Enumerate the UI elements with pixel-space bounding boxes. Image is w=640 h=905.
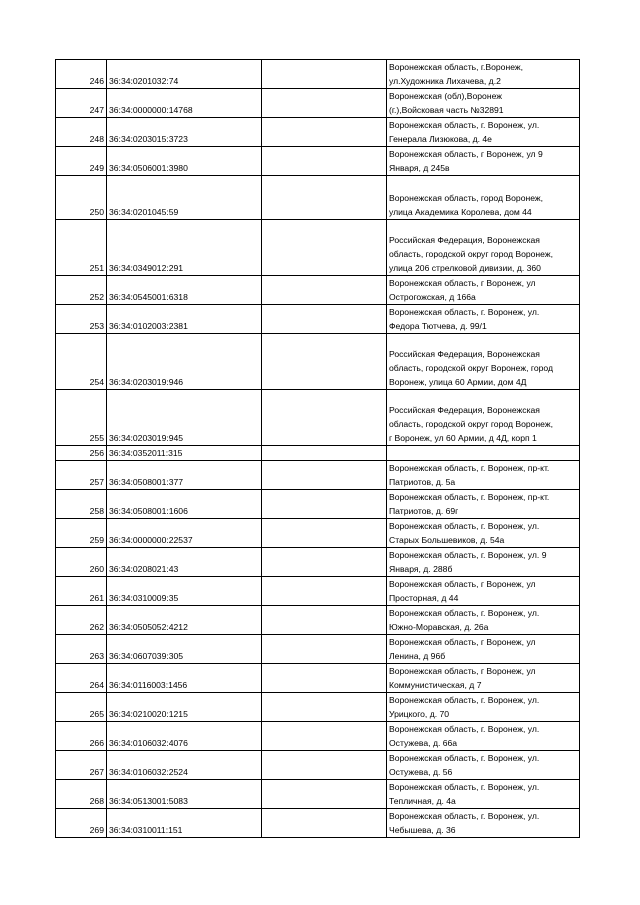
row-number: 257 bbox=[56, 461, 107, 490]
empty-cell bbox=[262, 461, 387, 490]
address-line: Воронежская область, г. Воронеж, ул. bbox=[389, 120, 540, 130]
cadastral-number: 36:34:0349012:291 bbox=[107, 220, 262, 276]
row-number: 267 bbox=[56, 751, 107, 780]
table-row bbox=[56, 147, 580, 176]
address-cell bbox=[387, 118, 580, 147]
cadastral-number: 36:34:0310011:151 bbox=[107, 809, 262, 838]
row-number: 260 bbox=[56, 548, 107, 577]
address-line: Патриотов, д. 69г bbox=[389, 506, 459, 516]
address-cell bbox=[387, 305, 580, 334]
empty-cell bbox=[262, 176, 387, 220]
address-cell bbox=[387, 147, 580, 176]
empty-cell bbox=[262, 577, 387, 606]
address-cell bbox=[387, 390, 580, 446]
address-line: Воронежская область, г.Воронеж, bbox=[389, 62, 524, 72]
address-cell bbox=[387, 664, 580, 693]
address-line: Воронежская область, г Воронеж, ул 9 bbox=[389, 149, 543, 159]
address-cell bbox=[387, 548, 580, 577]
row-number: 265 bbox=[56, 693, 107, 722]
address-line: область, городской округ город Воронеж, bbox=[389, 419, 553, 429]
address-line: Патриотов, д. 5а bbox=[389, 477, 456, 487]
address-line: Коммунистическая, д 7 bbox=[389, 680, 482, 690]
table-row bbox=[56, 635, 580, 664]
empty-cell bbox=[262, 490, 387, 519]
address-cell bbox=[387, 60, 580, 89]
address-line: Федора Тютчева, д. 99/1 bbox=[389, 321, 487, 331]
cadastral-number: 36:34:0116003:1456 bbox=[107, 664, 262, 693]
row-number: 251 bbox=[56, 220, 107, 276]
row-number: 255 bbox=[56, 390, 107, 446]
cadastral-number: 36:34:0203015:3723 bbox=[107, 118, 262, 147]
table-row bbox=[56, 276, 580, 305]
address-cell bbox=[387, 780, 580, 809]
address-line: Тепличная, д. 4а bbox=[389, 796, 456, 806]
address-line: Воронежская область, г. Воронеж, пр-кт. bbox=[389, 492, 550, 502]
cadastral-number: 36:34:0310009:35 bbox=[107, 577, 262, 606]
table-row bbox=[56, 305, 580, 334]
empty-cell bbox=[262, 548, 387, 577]
address-line: Воронежская область, г Воронеж, ул bbox=[389, 278, 536, 288]
table-row bbox=[56, 548, 580, 577]
table-row bbox=[56, 89, 580, 118]
table-row bbox=[56, 780, 580, 809]
row-number: 256 bbox=[56, 446, 107, 461]
address-line: Воронежская область, г. Воронеж, ул. bbox=[389, 782, 540, 792]
address-line: улица Академика Королева, дом 44 bbox=[389, 207, 532, 217]
address-line: Воронежская область, г Воронеж, ул bbox=[389, 579, 536, 589]
address-cell bbox=[387, 751, 580, 780]
row-number: 259 bbox=[56, 519, 107, 548]
address-line: улица 206 стрелковой дивизии, д. 360 bbox=[389, 263, 541, 273]
empty-cell bbox=[262, 89, 387, 118]
table-row bbox=[56, 390, 580, 446]
address-cell bbox=[387, 446, 580, 461]
address-cell bbox=[387, 809, 580, 838]
empty-cell bbox=[262, 809, 387, 838]
address-line: Острогожская, д 166а bbox=[389, 292, 476, 302]
address-line: Южно-Моравская, д. 26а bbox=[389, 622, 489, 632]
address-line: Российская Федерация, Воронежская bbox=[389, 235, 540, 245]
table-row bbox=[56, 176, 580, 220]
address-line: Воронежская область, г Воронеж, ул bbox=[389, 637, 536, 647]
table-row bbox=[56, 461, 580, 490]
address-line: Воронеж, улица 60 Армии, дом 4Д bbox=[389, 377, 527, 387]
address-cell bbox=[387, 693, 580, 722]
empty-cell bbox=[262, 220, 387, 276]
row-number: 249 bbox=[56, 147, 107, 176]
address-cell bbox=[387, 577, 580, 606]
table-row bbox=[56, 334, 580, 390]
address-cell bbox=[387, 220, 580, 276]
empty-cell bbox=[262, 60, 387, 89]
empty-cell bbox=[262, 664, 387, 693]
address-cell bbox=[387, 606, 580, 635]
address-line: Остужева, д. 56 bbox=[389, 767, 453, 777]
empty-cell bbox=[262, 334, 387, 390]
table-row bbox=[56, 60, 580, 89]
row-number: 258 bbox=[56, 490, 107, 519]
address-line: область, городской округ Воронеж, город bbox=[389, 363, 553, 373]
empty-cell bbox=[262, 693, 387, 722]
row-number: 266 bbox=[56, 722, 107, 751]
address-line: Воронежская область, г. Воронеж, ул. bbox=[389, 608, 540, 618]
address-line: Воронежская область, город Воронеж, bbox=[389, 193, 544, 203]
empty-cell bbox=[262, 147, 387, 176]
empty-cell bbox=[262, 780, 387, 809]
empty-cell bbox=[262, 751, 387, 780]
address-line: Воронежская область, г. Воронеж, ул. bbox=[389, 724, 540, 734]
address-line: Российская Федерация, Воронежская bbox=[389, 349, 540, 359]
address-line: г Воронеж, ул 60 Армии, д 4Д, корп 1 bbox=[389, 433, 537, 443]
address-line: Воронежская область, г. Воронеж, ул. bbox=[389, 521, 540, 531]
cadastral-number: 36:34:0203019:945 bbox=[107, 390, 262, 446]
cadastral-number: 36:34:0203019:946 bbox=[107, 334, 262, 390]
cadastral-number: 36:34:0545001:6318 bbox=[107, 276, 262, 305]
address-cell bbox=[387, 722, 580, 751]
table-row bbox=[56, 664, 580, 693]
row-number: 247 bbox=[56, 89, 107, 118]
document-sheet bbox=[55, 59, 580, 838]
address-line: Января, д. 288б bbox=[389, 564, 453, 574]
table-row bbox=[56, 490, 580, 519]
table-row bbox=[56, 606, 580, 635]
cadastral-number: 36:34:0000000:14768 bbox=[107, 89, 262, 118]
row-number: 246 bbox=[56, 60, 107, 89]
address-line: Воронежская область, г. Воронеж, ул. 9 bbox=[389, 550, 547, 560]
cadastral-number: 36:34:0102003:2381 bbox=[107, 305, 262, 334]
cadastral-number: 36:34:0201045:59 bbox=[107, 176, 262, 220]
address-line: Остужева, д. 66а bbox=[389, 738, 458, 748]
row-number: 252 bbox=[56, 276, 107, 305]
cadastral-number: 36:34:0208021:43 bbox=[107, 548, 262, 577]
address-line: (г.),Войсковая часть №32891 bbox=[389, 105, 504, 115]
table-row bbox=[56, 577, 580, 606]
cadastral-number: 36:34:0513001:5083 bbox=[107, 780, 262, 809]
cadastral-number: 36:34:0201032:74 bbox=[107, 60, 262, 89]
row-number: 250 bbox=[56, 176, 107, 220]
cadastral-number: 36:34:0106032:4076 bbox=[107, 722, 262, 751]
address-cell bbox=[387, 276, 580, 305]
address-line: Воронежская область, г. Воронеж, ул. bbox=[389, 307, 540, 317]
address-line: Старых Большевиков, д. 54а bbox=[389, 535, 505, 545]
cadastral-number: 36:34:0505052:4212 bbox=[107, 606, 262, 635]
table-row bbox=[56, 519, 580, 548]
row-number: 261 bbox=[56, 577, 107, 606]
address-cell bbox=[387, 519, 580, 548]
empty-cell bbox=[262, 606, 387, 635]
address-line: Воронежская область, г. Воронеж, ул. bbox=[389, 811, 540, 821]
address-line: Воронежская область, г. Воронеж, ул. bbox=[389, 695, 540, 705]
table-row bbox=[56, 118, 580, 147]
row-number: 254 bbox=[56, 334, 107, 390]
address-cell bbox=[387, 176, 580, 220]
address-line: Чебышева, д. 36 bbox=[389, 825, 456, 835]
row-number: 253 bbox=[56, 305, 107, 334]
empty-cell bbox=[262, 276, 387, 305]
empty-cell bbox=[262, 722, 387, 751]
cadastral-number: 36:34:0508001:377 bbox=[107, 461, 262, 490]
address-line: Просторная, д 44 bbox=[389, 593, 459, 603]
address-line: Воронежская область, г Воронеж, ул bbox=[389, 666, 536, 676]
table-row bbox=[56, 220, 580, 276]
address-cell bbox=[387, 635, 580, 664]
address-line: Урицкого, д. 70 bbox=[389, 709, 450, 719]
row-number: 262 bbox=[56, 606, 107, 635]
table-row bbox=[56, 693, 580, 722]
cadastral-number: 36:34:0607039:305 bbox=[107, 635, 262, 664]
property-table bbox=[55, 59, 580, 838]
row-number: 264 bbox=[56, 664, 107, 693]
row-number: 263 bbox=[56, 635, 107, 664]
address-cell bbox=[387, 334, 580, 390]
address-cell bbox=[387, 490, 580, 519]
empty-cell bbox=[262, 519, 387, 548]
address-cell bbox=[387, 461, 580, 490]
address-line: Воронежская область, г. Воронеж, пр-кт. bbox=[389, 463, 550, 473]
address-line: Генерала Лизюкова, д. 4е bbox=[389, 134, 492, 144]
row-number: 248 bbox=[56, 118, 107, 147]
address-line: Российская Федерация, Воронежская bbox=[389, 405, 540, 415]
empty-cell bbox=[262, 390, 387, 446]
row-number: 269 bbox=[56, 809, 107, 838]
empty-cell bbox=[262, 446, 387, 461]
table-row bbox=[56, 809, 580, 838]
cadastral-number: 36:34:0352011:315 bbox=[107, 446, 262, 461]
row-number: 268 bbox=[56, 780, 107, 809]
address-line: ул.Художника Лихачева, д.2 bbox=[389, 76, 501, 86]
table-row bbox=[56, 446, 580, 461]
address-line: Воронежская область, г. Воронеж, ул. bbox=[389, 753, 540, 763]
address-line: Января, д 245в bbox=[389, 163, 450, 173]
empty-cell bbox=[262, 118, 387, 147]
address-line: область, городской округ город Воронеж, bbox=[389, 249, 553, 259]
address-line: Ленина, д 96б bbox=[389, 651, 446, 661]
cadastral-number: 36:34:0106032:2524 bbox=[107, 751, 262, 780]
address-cell bbox=[387, 89, 580, 118]
cadastral-number: 36:34:0210020:1215 bbox=[107, 693, 262, 722]
cadastral-number: 36:34:0506001:3980 bbox=[107, 147, 262, 176]
address-line: Воронежская (обл),Воронеж bbox=[389, 91, 503, 101]
empty-cell bbox=[262, 635, 387, 664]
table-row bbox=[56, 722, 580, 751]
empty-cell bbox=[262, 305, 387, 334]
cadastral-number: 36:34:0508001:1606 bbox=[107, 490, 262, 519]
cadastral-number: 36:34:0000000:22537 bbox=[107, 519, 262, 548]
table-row bbox=[56, 751, 580, 780]
